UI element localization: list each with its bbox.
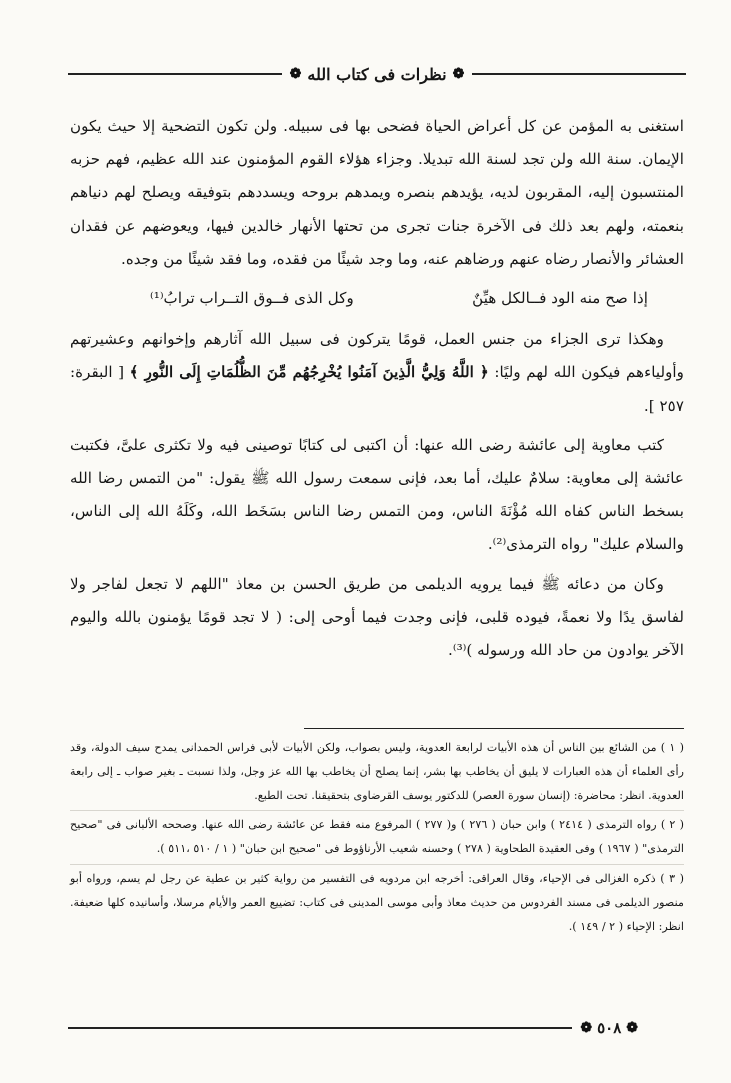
footnote-3: ( ٣ ) ذكره الغزالى فى الإحياء، وقال العراقى: أخرجه ابن مردويه فى التفسير من رواية كثير بن عطية عن رجل لم يسم، ورواه أبو منصور الديلمى فى مسند الفردوس من حديث معاذ وأبى موسى المدينى فى كتاب: تضييع العمر والأيام مرسلا، وأسانيده كلها ضعيفة. انظر: الإحياء ( ٢ / ١٤٩ ). <box>70 864 684 938</box>
page-footer <box>68 1016 686 1040</box>
flower-ornament-icon: ❁ <box>289 66 302 82</box>
page-number-group <box>572 1019 646 1037</box>
page-number: ٥٠٨ <box>597 1019 622 1037</box>
paragraph-4: وكان من دعائه ﷺ فيما يرويه الديلمى من طريق الحسن بن معاذ "اللهم لا تجعل لفاجر ولا لفاسق يدًا ولا نعمةً، فيوده قلبى، فإنى وجدت فيما أوحى إلى: ( لا تجد قومًا يؤمنون بالله واليوم الآخر يوادون من حاد الله ورسوله )⁽³⁾. <box>70 574 684 660</box>
paragraph-2-text: وهكذا ترى الجزاء من جنس العمل، قومًا يتركون فى سبيل الله آثارهم وإخوانهم وعشيرتهم وأولياءهم فيكون الله لهم وليًا: <box>70 330 684 382</box>
paragraph-2 <box>70 323 684 423</box>
verse-second-hemistich: وكل الذى فــوق التــراب ترابُ⁽¹⁾ <box>150 289 354 308</box>
header-rule-right <box>472 73 686 75</box>
quran-reference: [ البقرة: ٢٥٧ ]. <box>70 363 684 415</box>
flower-ornament-icon: ❁ <box>580 1020 593 1036</box>
flower-ornament-icon: ❁ <box>452 66 465 82</box>
footnote-separator <box>304 728 684 729</box>
running-header <box>68 60 686 88</box>
footer-rule-left <box>68 1027 572 1029</box>
quran-verse: ﴿ اللَّهُ وَلِيُّ الَّذِينَ آمَنُوا يُخْرِجُهُم مِّنَ الظُّلُمَاتِ إِلَى النُّورِ ﴾ <box>129 363 489 382</box>
footnotes <box>70 736 684 941</box>
footnote-1: ( ١ ) من الشائع بين الناس أن هذه الأبيات لرابعة العدوية، وليس بصواب، ولكن الأبيات لأبى فراس الحمدانى يمدح سيف الدولة، وقد رأى العلماء أن هذه العبارات لا يليق أن يخاطب بها بشر، إنما يصلح أن يخاطب بها الله عز وجل، ولذا نسبت ـ بغير صواب ـ إلى رابعة العدوية. انظر: محاضرة: (إنسان سورة العصر) للدكتور يوسف القرضاوى بتحقيقنا. تحت الطبع. <box>70 741 684 802</box>
header-title-group <box>282 65 473 84</box>
footnote-2: ( ٢ ) رواه الترمذى ( ٢٤١٤ ) وابن حبان ( ٢٧٦ ) و( ٢٧٧ ) المرفوع منه فقط عن عائشة رضى الله عنها. وصححه الألبانى فى "صحيح الترمذى" ( ١٩٦٧ ) وفى العقيدة الطحاوية ( ٢٧٨ ) وحسنه شعيب الأرناؤوط فى "صحيح ابن حبان" ( ١ / ٥١٠ ،٥١١ ). <box>70 810 684 861</box>
verse-first-hemistich: إذا صح منه الود فــالكل هيِّنٌ <box>472 289 648 308</box>
header-rule-left <box>68 73 282 75</box>
book-title: نظرات فى كتاب الله <box>307 64 447 84</box>
paragraph-1: استغنى به المؤمن عن كل أعراض الحياة فضحى بها فى سبيله. ولن تكون التضحية إلا حيث يكون الإيمان. سنة الله ولن تجد لسنة الله تبديلا. وجزاء هؤلاء القوم المؤمنون عند الله عظيم، فهم حزبه المنتسبون إليه، المقربون لديه، يؤيدهم بنصره ويمدهم بروحه ويسددهم بتوفيقه ويصلح لهم دنياهم بنعمته، ولهم بعد ذلك فى الآخرة جنات تجرى من تحتها الأنهار خالدين فيها، ويعوضهم عن فقدان العشائر والأنصار رضاه عنهم ورضاهم عنه، وما وجد شيئًا من فقده، وما فقد شيئًا من وجده. <box>70 117 684 268</box>
poetry-verse <box>70 282 684 315</box>
main-text <box>70 110 684 673</box>
paragraph-3: كتب معاوية إلى عائشة رضى الله عنها: أن اكتبى لى كتابًا توصينى فيه ولا تكثرى علىَّ، فكتبت عائشة إلى معاوية: سلامٌ عليك، أما بعد، فإنى سمعت رسول الله ﷺ يقول: "من التمس رضا الله بسخط الناس كفاه الله مُؤْنَةَ الناس، ومن التمس رضا الناس بسَخَط الله، وكَلَهُ الله إلى الناس، والسلام عليك" رواه الترمذى⁽²⁾. <box>70 435 684 554</box>
flower-ornament-icon: ❁ <box>626 1020 638 1036</box>
